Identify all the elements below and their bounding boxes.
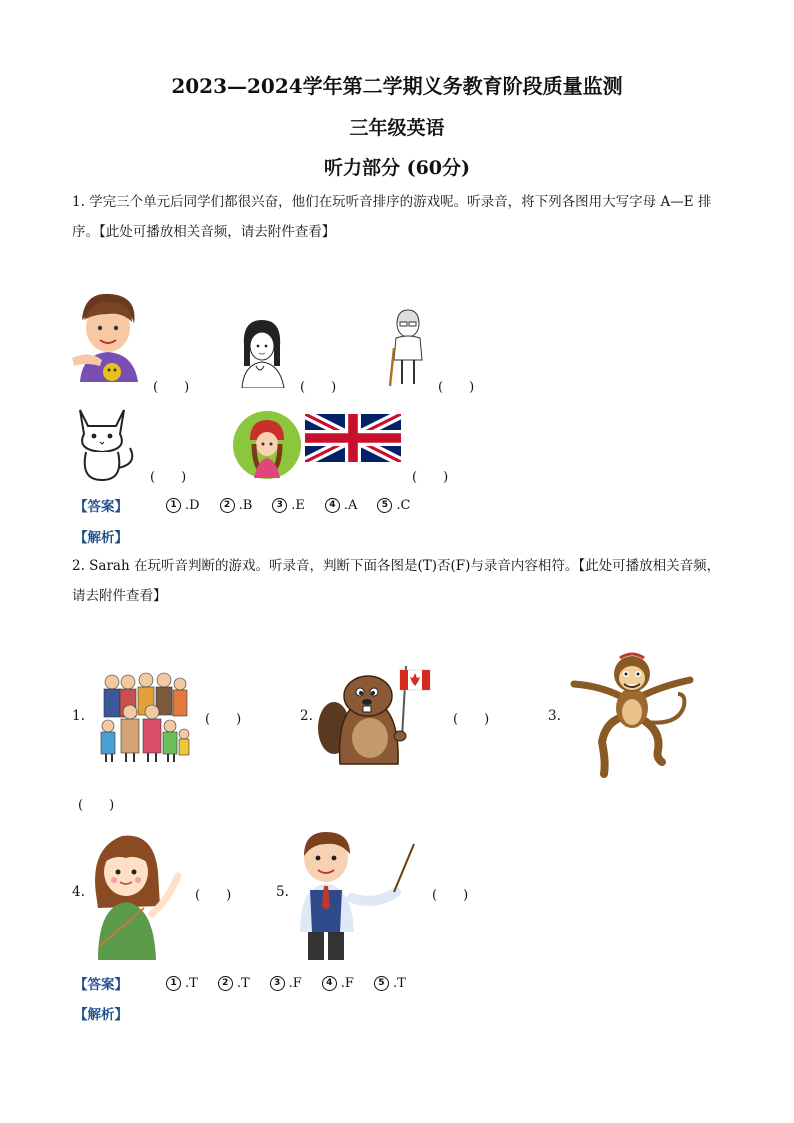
answer-blank[interactable]: ( ) — [78, 798, 115, 813]
number-circle: 2 — [220, 498, 235, 513]
exam-title: 2023—2024学年第二学期义务教育阶段质量监测 — [171, 74, 623, 98]
answer-item — [377, 498, 410, 513]
answer-value: .C — [396, 497, 411, 513]
cat-sketch-image — [72, 404, 138, 482]
item-number: 1. — [72, 708, 85, 724]
number-circle: 1 — [166, 976, 181, 991]
number-circle: 3 — [270, 976, 285, 991]
answer-blank[interactable]: ( ) — [150, 470, 187, 485]
answer-blank[interactable]: ( ) — [432, 888, 469, 903]
answer-blank[interactable]: ( ) — [412, 470, 449, 485]
answer-item — [220, 498, 253, 513]
question-2-text: 2. Sarah 在玩听音判断的游戏。听录音，判断下面各图是(T)否(F)与录音内容相符。【此处可播放相关音频，请去附件查看】 — [72, 558, 721, 604]
q1-answer-row — [74, 495, 411, 515]
grandpa-sketch-image — [386, 308, 428, 388]
answer-value: .T — [236, 975, 250, 991]
answer-item — [218, 976, 250, 991]
answer-value: .E — [291, 497, 305, 513]
answer-blank[interactable]: ( ) — [153, 380, 190, 395]
item-number: 2. — [300, 708, 313, 724]
item-number: 5. — [276, 884, 289, 900]
answer-item — [322, 976, 354, 991]
number-circle: 1 — [166, 498, 181, 513]
boy-with-toy-image — [72, 290, 144, 382]
number-circle: 4 — [325, 498, 340, 513]
answer-value: .T — [392, 975, 406, 991]
number-circle: 4 — [322, 976, 337, 991]
answer-value: .T — [185, 975, 198, 991]
answer-item — [166, 976, 198, 991]
answer-value: .B — [238, 497, 253, 513]
analysis-label: 【解析】 — [74, 1007, 128, 1023]
number-circle: 2 — [218, 976, 233, 991]
number-circle: 5 — [374, 976, 389, 991]
girl-waving-image — [86, 828, 186, 960]
question-1-text: 1. 学完三个单元后同学们都很兴奋，他们在玩听音排序的游戏呢。听录音，将下列各图用大写字母 A—E 排序。【此处可播放相关音频，请去附件查看】 — [72, 194, 712, 240]
answer-blank[interactable]: ( ) — [205, 712, 242, 727]
answer-value: .F — [288, 975, 302, 991]
section-title: 听力部分 (60分) — [323, 157, 471, 179]
number-circle: 5 — [377, 498, 392, 513]
answer-item — [374, 976, 406, 991]
q2-answer-row — [74, 973, 406, 993]
answer-item — [325, 498, 358, 513]
number-circle: 3 — [272, 498, 287, 513]
analysis-label: 【解析】 — [74, 530, 128, 546]
family-group-image — [96, 668, 190, 764]
girl-sketch-image — [234, 316, 290, 388]
answer-blank[interactable]: ( ) — [300, 380, 337, 395]
beaver-with-canada-flag-image — [314, 664, 432, 768]
item-number: 3. — [548, 708, 561, 724]
answer-value: .D — [185, 497, 200, 513]
answer-blank[interactable]: ( ) — [438, 380, 475, 395]
teacher-with-pointer-image — [296, 828, 424, 962]
monkey-image — [566, 646, 696, 782]
answer-label: 【答案】 — [74, 499, 128, 515]
answer-value: .F — [340, 975, 354, 991]
exam-subtitle: 三年级英语 — [349, 117, 445, 139]
answer-item — [166, 498, 200, 513]
answer-item — [270, 976, 302, 991]
uk-flag-image — [305, 414, 401, 462]
answer-blank[interactable]: ( ) — [195, 888, 232, 903]
answer-value: .A — [343, 497, 358, 513]
girl-red-hat-image — [232, 410, 302, 480]
answer-blank[interactable]: ( ) — [453, 712, 490, 727]
answer-label: 【答案】 — [74, 977, 128, 993]
item-number: 4. — [72, 884, 85, 900]
answer-item — [272, 498, 305, 513]
